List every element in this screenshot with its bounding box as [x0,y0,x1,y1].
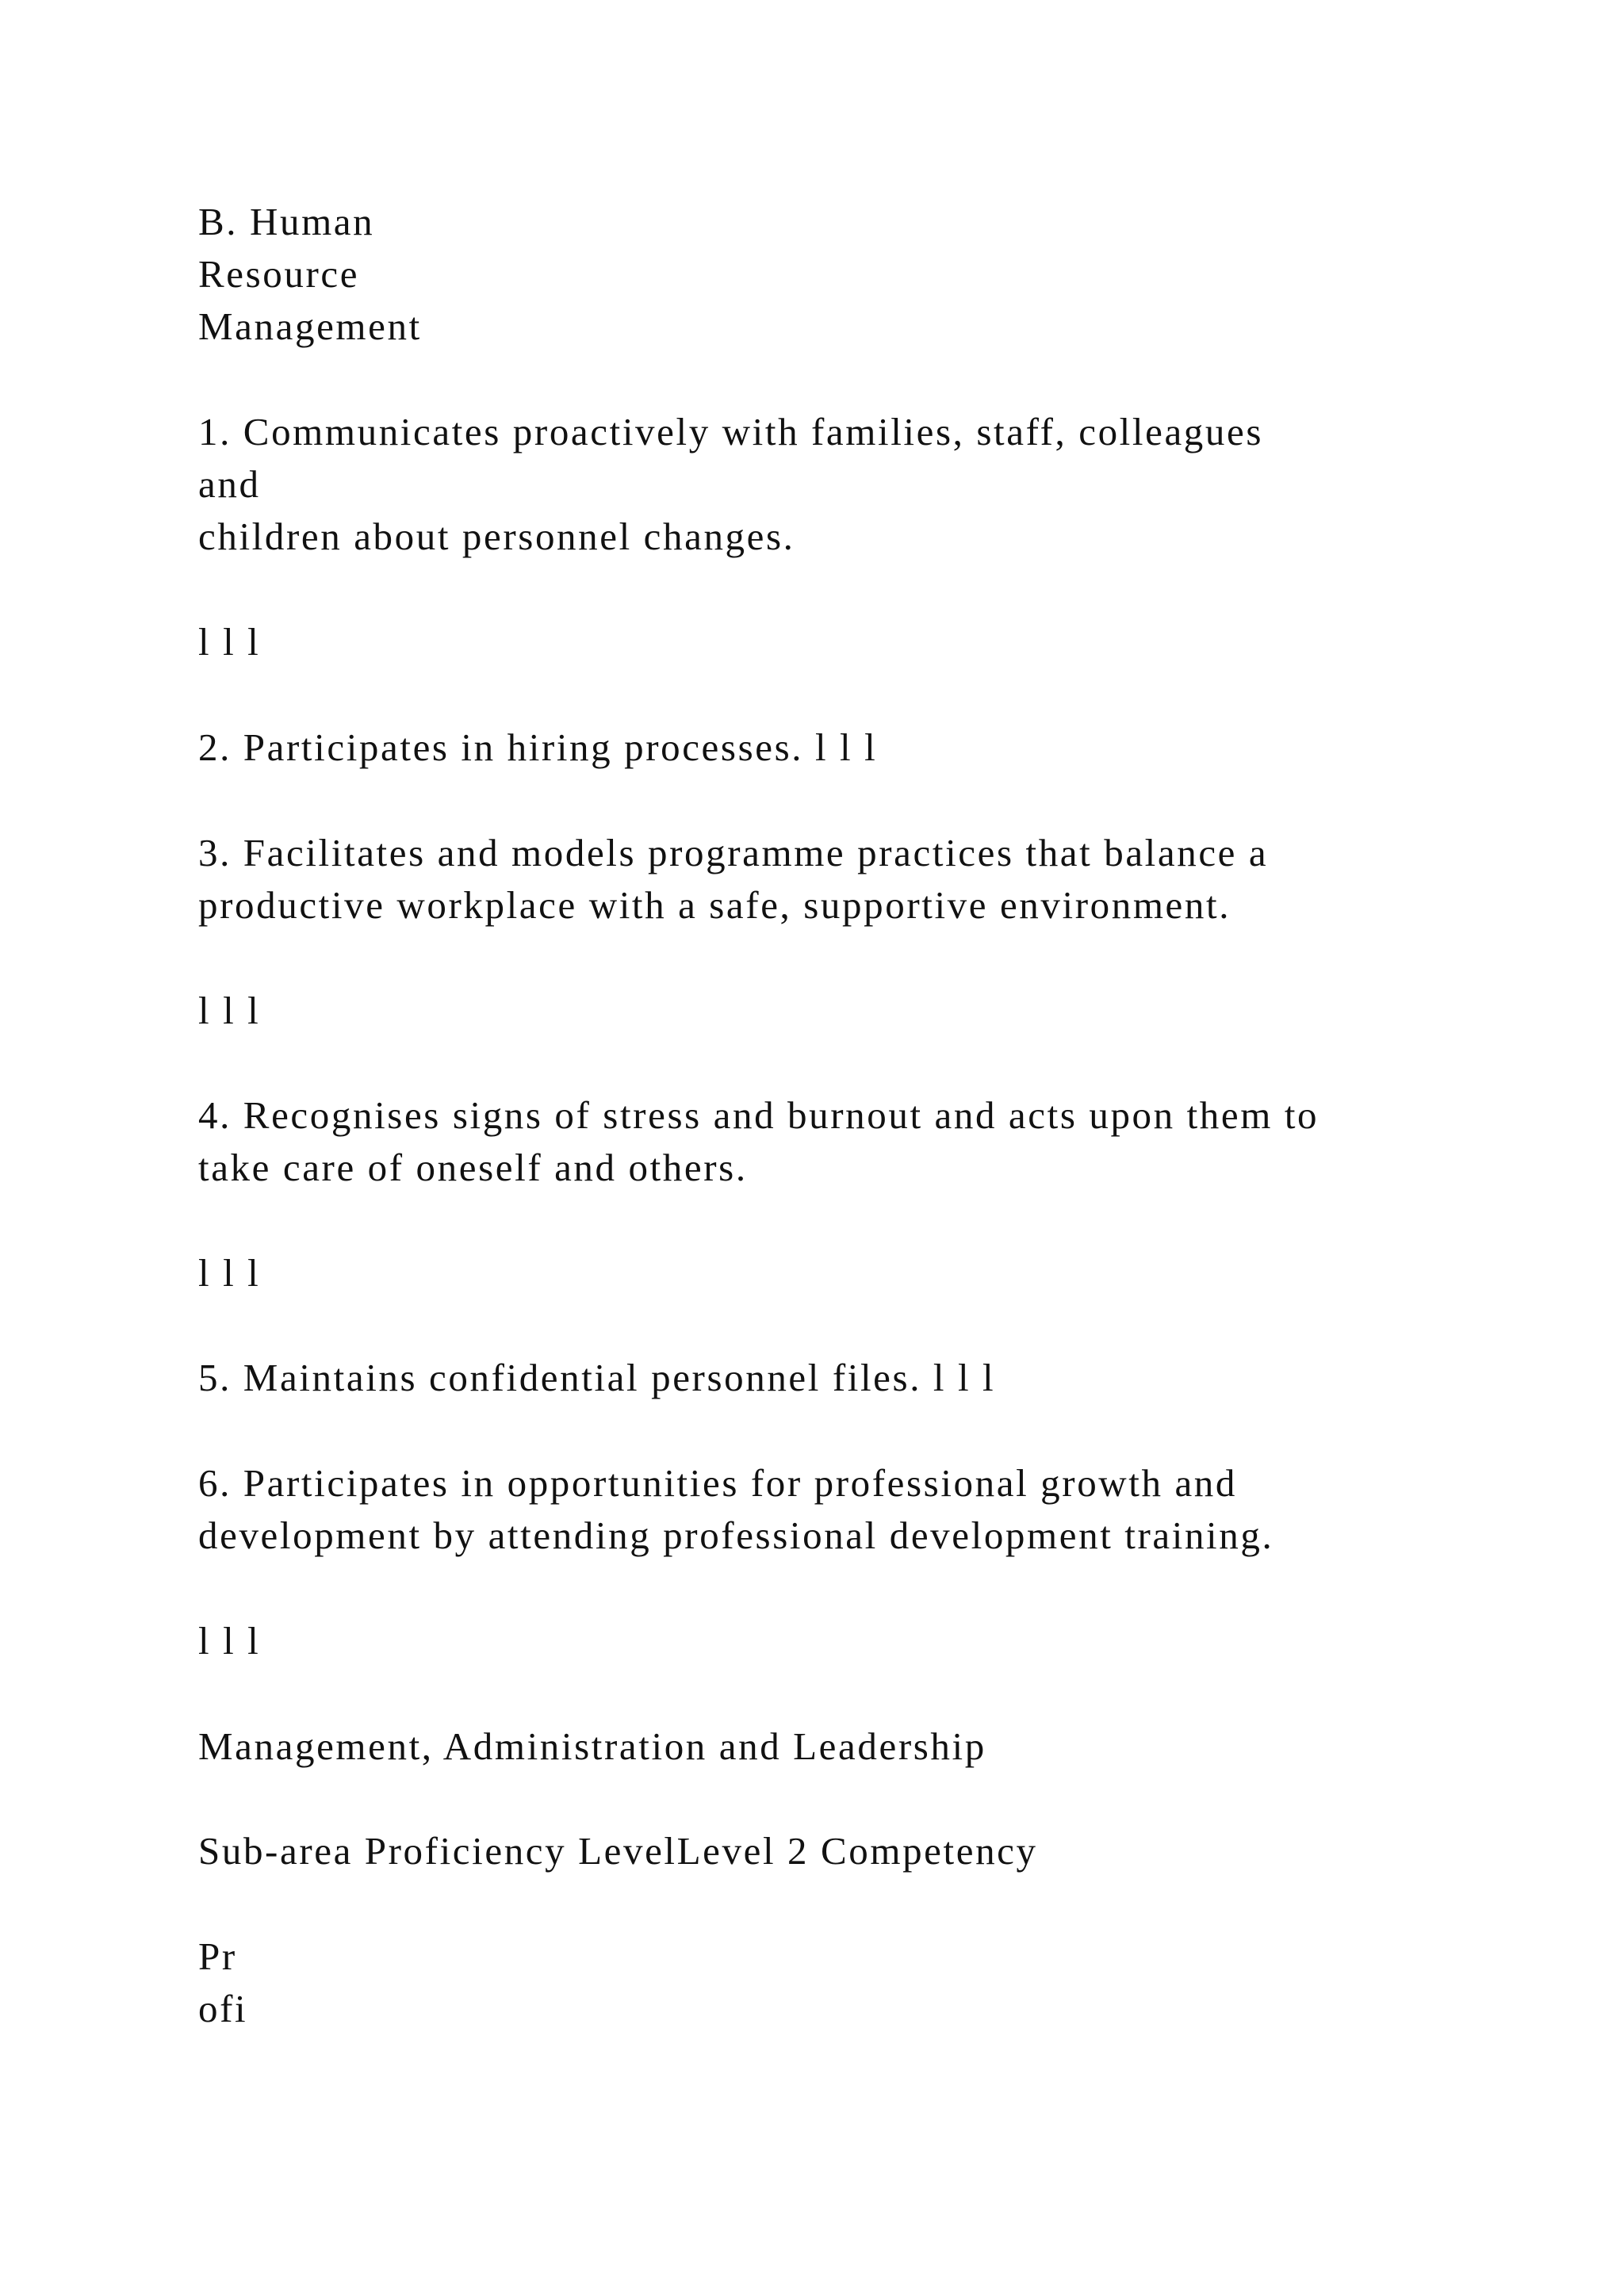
item-3-rating: l l l [198,989,261,1032]
heading-line-1: B. Human [198,200,375,243]
item-6-line-1: 6. Participates in opportunities for professional growth and [198,1461,1237,1505]
item-4-rating: l l l [198,1251,261,1295]
item-4-line-1: 4. Recognises signs of stress and burnout and acts upon them to [198,1093,1320,1137]
heading-line-2: Resource [198,252,360,296]
item-4-line-2: take care of oneself and others. [198,1146,748,1189]
item-1-rating: l l l [198,620,261,664]
fragment-line-2: ofi [198,1987,248,2030]
item-1-line-1: 1. Communicates proactively with families, staff, colleagues [198,410,1264,453]
item-3-line-1: 3. Facilitates and models programme practices that balance a [198,831,1269,874]
table-header: Sub-area Proficiency LevelLevel 2 Competency [198,1829,1038,1873]
item-2-line-1: 2. Participates in hiring processes. l l l [198,725,878,769]
item-1-line-2: and [198,462,261,506]
item-1-line-3: children about personnel changes. [198,515,795,558]
item-5-line-1: 5. Maintains confidential personnel files. l l l [198,1356,996,1399]
fragment-line-1: Pr [198,1934,237,1978]
heading-line-3: Management [198,304,422,348]
item-6-line-2: development by attending professional development training. [198,1513,1274,1557]
item-6-rating: l l l [198,1619,261,1663]
section-title: Management, Administration and Leadership [198,1724,986,1768]
item-3-line-2: productive workplace with a safe, supportive environment. [198,883,1231,927]
